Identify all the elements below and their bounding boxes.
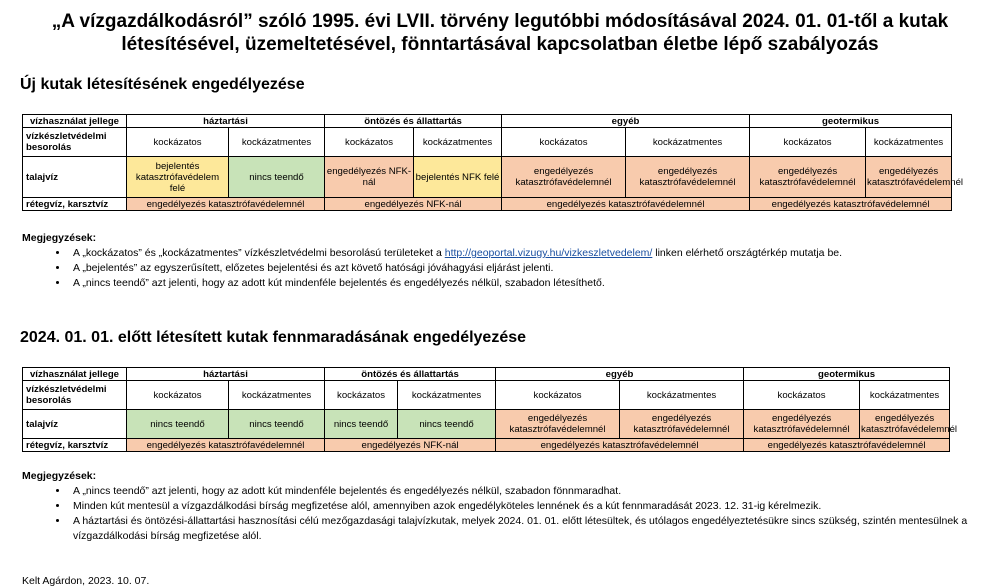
signature-date: Kelt Agárdon, 2023. 10. 07. <box>22 575 150 587</box>
header-use: vízhasználat jellege <box>23 115 127 128</box>
row-label-groundwater: talajvíz <box>23 157 127 198</box>
header-riskfree: kockázatmentes <box>229 381 325 410</box>
table-new-wells <box>22 114 964 211</box>
header-risky: kockázatos <box>744 381 860 410</box>
header-risky: kockázatos <box>502 128 626 157</box>
cell-household-risky: nincs teendő <box>127 410 229 439</box>
cell-layer-geothermal: engedélyezés katasztrófavédelemnél <box>744 439 950 452</box>
notes-existing-wells <box>22 469 1000 544</box>
cell-other-riskfree: engedélyezés katasztrófavédelemnél <box>620 410 744 439</box>
row-label-groundwater: talajvíz <box>23 410 127 439</box>
title-line-1: „A vízgazdálkodásról” szóló 1995. évi LVII. törvény legutóbbi módosításával 2024. 01. 01-től a kutak <box>51 11 949 32</box>
cell-irrigation-riskfree: nincs teendő <box>398 410 496 439</box>
section-title-existing-wells: 2024. 01. 01. előtt létesített kutak fennmaradásának engedélyezése <box>20 329 527 346</box>
header-riskfree: kockázatmentes <box>860 381 950 410</box>
cell-layer-household: engedélyezés katasztrófavédelemnél <box>127 439 325 452</box>
cell-geothermal-riskfree: engedélyezés katasztrófavédelemnél <box>860 410 950 439</box>
cell-layer-irrigation: engedélyezés NFK-nál <box>325 439 496 452</box>
header-risky: kockázatos <box>127 381 229 410</box>
cell-layer-irrigation: engedélyezés NFK-nál <box>325 198 502 211</box>
cell-other-risky: engedélyezés katasztrófavédelemnél <box>502 157 626 198</box>
cell-layer-other: engedélyezés katasztrófavédelemnél <box>496 439 744 452</box>
header-riskfree: kockázatmentes <box>398 381 496 410</box>
document-title <box>0 10 1000 56</box>
header-risky: kockázatos <box>750 128 866 157</box>
note-item: • A háztartási és öntözési-állattartási hasznosítási célú mezőgazdasági talajvízkutak, melyek 2024. 01. 01. előtt létesültek, és utólagos engedélyeztetésükre sincs szükség, szintén mentesülnek a vízgazdálkodási bírság megfizetése alól. <box>69 514 1000 544</box>
cell-geothermal-risky: engedélyezés katasztrófavédelemnél <box>750 157 866 198</box>
row-label-layer-karst: rétegvíz, karsztvíz <box>23 198 127 211</box>
notes-heading: Megjegyzések: <box>22 470 97 482</box>
notes-new-wells <box>22 231 842 291</box>
cell-other-risky: engedélyezés katasztrófavédelemnél <box>496 410 620 439</box>
note-item: • Minden kút mentesül a vízgazdálkodási bírság megfizetése alól, amennyiben azok engedélyköteles lennének és a kút fennmaradását 2023. 12. 31-ig kérelmezik. <box>69 499 1000 514</box>
cell-geothermal-riskfree: engedélyezés katasztrófavédelemnél <box>866 157 952 198</box>
header-riskfree: kockázatmentes <box>620 381 744 410</box>
cell-layer-household: engedélyezés katasztrófavédelemnél <box>127 198 325 211</box>
cell-irrigation-riskfree: bejelentés NFK felé <box>414 157 502 198</box>
cell-layer-geothermal: engedélyezés katasztrófavédelemnél <box>750 198 952 211</box>
header-irrigation: öntözés és állattartás <box>325 115 502 128</box>
cell-irrigation-risky: nincs teendő <box>325 410 398 439</box>
header-riskfree: kockázatmentes <box>229 128 325 157</box>
cell-layer-other: engedélyezés katasztrófavédelemnél <box>502 198 750 211</box>
header-risky: kockázatos <box>127 128 229 157</box>
header-irrigation: öntözés és állattartás <box>325 368 496 381</box>
row-label-layer-karst: rétegvíz, karsztvíz <box>23 439 127 452</box>
header-other: egyéb <box>496 368 744 381</box>
title-line-2: létesítésével, üzemeltetésével, fönntartásával kapcsolatban életbe lépő szabályozás <box>121 34 879 55</box>
header-use: vízhasználat jellege <box>23 368 127 381</box>
cell-household-risky: bejelentés katasztrófavédelem felé <box>127 157 229 198</box>
header-risky: kockázatos <box>496 381 620 410</box>
cell-household-riskfree: nincs teendő <box>229 410 325 439</box>
header-riskfree: kockázatmentes <box>866 128 952 157</box>
header-geothermal: geotermikus <box>750 115 952 128</box>
geoportal-link[interactable]: http://geoportal.vizugy.hu/vizkeszletvedelem/ <box>444 247 653 259</box>
header-classification: vízkészletvédelmi besorolás <box>23 128 127 157</box>
table-existing-wells <box>22 367 958 452</box>
note-item: • A „bejelentés” az egyszerűsített, előzetes bejelentési és azt követő hatósági jóváhagyási eljárást jelenti. <box>69 261 842 276</box>
note-item: • A „nincs teendő” azt jelenti, hogy az adott kút mindenféle bejelentés és engedélyezés nélkül, szabadon fönnmaradhat. <box>69 484 1000 499</box>
header-riskfree: kockázatmentes <box>414 128 502 157</box>
header-household: háztartási <box>127 368 325 381</box>
note-item: • A „nincs teendő” azt jelenti, hogy az adott kút mindenféle bejelentés és engedélyezés nélkül, szabadon létesíthető. <box>69 276 842 291</box>
header-risky: kockázatos <box>325 381 398 410</box>
notes-heading: Megjegyzések: <box>22 232 97 244</box>
cell-other-riskfree: engedélyezés katasztrófavédelemnél <box>626 157 750 198</box>
cell-geothermal-risky: engedélyezés katasztrófavédelemnél <box>744 410 860 439</box>
header-other: egyéb <box>502 115 750 128</box>
header-household: háztartási <box>127 115 325 128</box>
cell-irrigation-risky: engedélyezés NFK-nál <box>325 157 414 198</box>
header-risky: kockázatos <box>325 128 414 157</box>
note-item: • A „kockázatos” és „kockázatmentes” vízkészletvédelmi besorolású területeket a http://geoportal.vizugy.hu/vizkeszletvedelem/ linken elérhető országtérkép mutatja be. <box>69 246 842 261</box>
header-geothermal: geotermikus <box>744 368 950 381</box>
cell-household-riskfree: nincs teendő <box>229 157 325 198</box>
section-title-new-wells: Új kutak létesítésének engedélyezése <box>20 76 305 93</box>
header-classification: vízkészletvédelmi besorolás <box>23 381 127 410</box>
header-riskfree: kockázatmentes <box>626 128 750 157</box>
